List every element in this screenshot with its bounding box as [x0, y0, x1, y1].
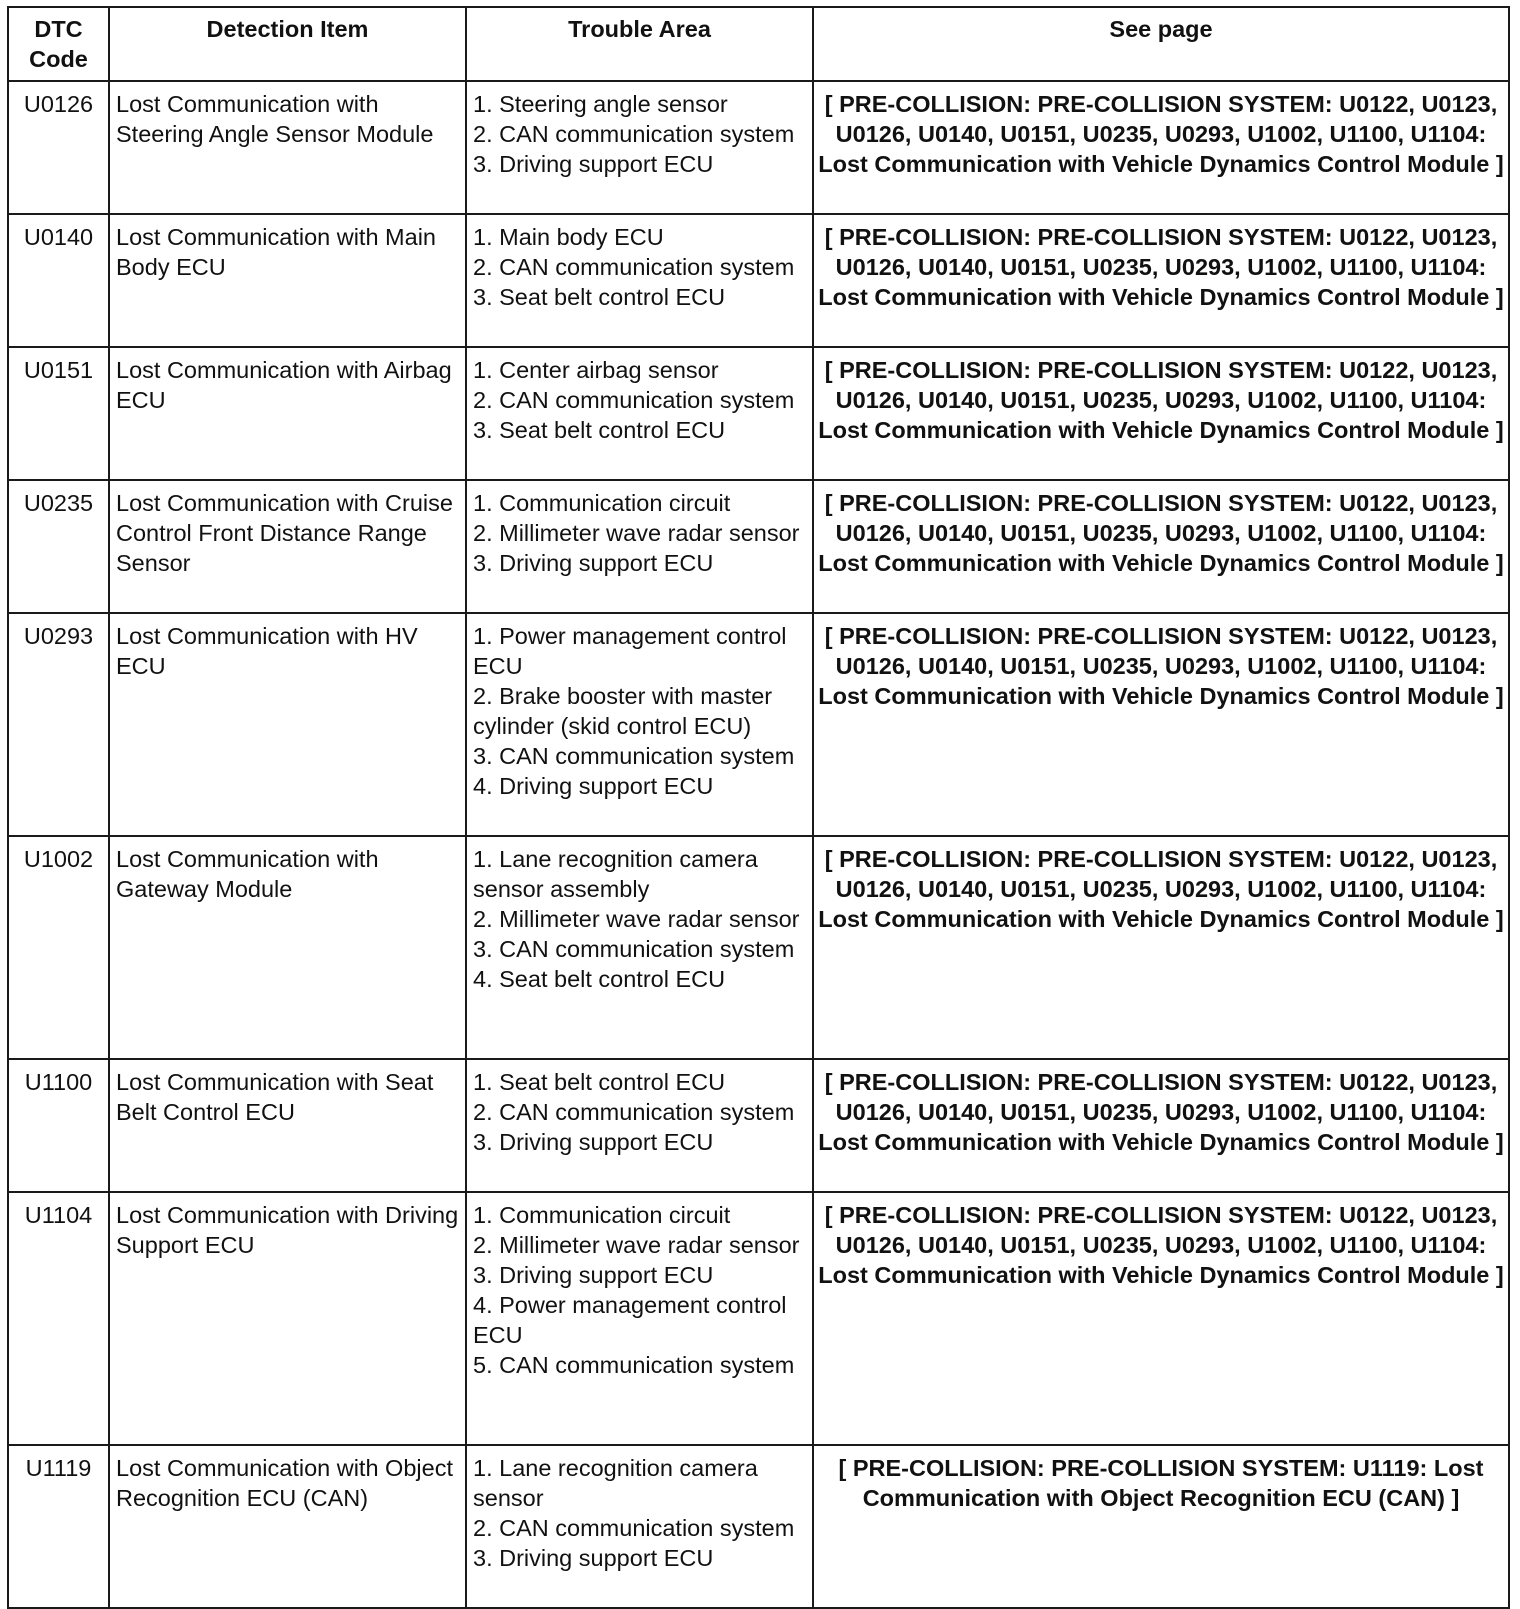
trouble-area-line: 2. Millimeter wave radar sensor — [473, 1232, 800, 1258]
trouble-area-line: 2. Brake booster with master cylinder (skid control ECU) — [473, 683, 773, 739]
dtc-code-cell: U0293 — [8, 613, 109, 836]
header-trouble-area: Trouble Area — [466, 7, 813, 81]
header-dtc-code — [8, 7, 109, 81]
trouble-area-line: 3. Driving support ECU — [473, 151, 714, 177]
trouble-area-line: 1. Power management control ECU — [473, 623, 787, 679]
see-page-link[interactable]: [ PRE-COLLISION: PRE-COLLISION SYSTEM: U0122, U0123, U0126, U0140, U0151, U0235, U0293, U1002, U1100, U1104: Lost Communication with Vehicle Dynamics Control Module ] — [813, 613, 1509, 836]
trouble-area-line: 2. CAN communication system — [473, 1515, 795, 1541]
dtc-code-cell: U1002 — [8, 836, 109, 1059]
trouble-area-line: 1. Lane recognition camera sensor assembly — [473, 846, 758, 902]
trouble-area-cell — [466, 81, 813, 214]
dtc-code-cell: U0151 — [8, 347, 109, 480]
table-row — [8, 1059, 1509, 1192]
trouble-area-line: 1. Seat belt control ECU — [473, 1069, 726, 1095]
trouble-area-line: 1. Lane recognition camera sensor — [473, 1455, 758, 1511]
trouble-area-line: 1. Main body ECU — [473, 224, 664, 250]
see-page-link[interactable]: [ PRE-COLLISION: PRE-COLLISION SYSTEM: U0122, U0123, U0126, U0140, U0151, U0235, U0293, U1002, U1100, U1104: Lost Communication with Vehicle Dynamics Control Module ] — [813, 836, 1509, 1059]
trouble-area-line: 1. Communication circuit — [473, 1202, 731, 1228]
detection-item-cell: Lost Communication with HV ECU — [109, 613, 466, 836]
trouble-area-line: 1. Steering angle sensor — [473, 91, 728, 117]
trouble-area-line: 4. Driving support ECU — [473, 773, 714, 799]
dtc-table — [7, 6, 1510, 1609]
detection-item-cell: Lost Communication with Steering Angle Sensor Module — [109, 81, 466, 214]
see-page-link[interactable]: [ PRE-COLLISION: PRE-COLLISION SYSTEM: U0122, U0123, U0126, U0140, U0151, U0235, U0293, U1002, U1100, U1104: Lost Communication with Vehicle Dynamics Control Module ] — [813, 1059, 1509, 1192]
detection-item-cell: Lost Communication with Gateway Module — [109, 836, 466, 1059]
see-page-link[interactable]: [ PRE-COLLISION: PRE-COLLISION SYSTEM: U0122, U0123, U0126, U0140, U0151, U0235, U0293, U1002, U1100, U1104: Lost Communication with Vehicle Dynamics Control Module ] — [813, 1192, 1509, 1445]
trouble-area-line: 2. Millimeter wave radar sensor — [473, 906, 800, 932]
detection-item-cell: Lost Communication with Cruise Control Front Distance Range Sensor — [109, 480, 466, 613]
trouble-area-line: 1. Center airbag sensor — [473, 357, 719, 383]
trouble-area-cell — [466, 613, 813, 836]
detection-item-cell: Lost Communication with Object Recognition ECU (CAN) — [109, 1445, 466, 1608]
trouble-area-line: 3. CAN communication system — [473, 936, 795, 962]
trouble-area-line: 2. CAN communication system — [473, 1099, 795, 1125]
see-page-link[interactable]: [ PRE-COLLISION: PRE-COLLISION SYSTEM: U0122, U0123, U0126, U0140, U0151, U0235, U0293, U1002, U1100, U1104: Lost Communication with Vehicle Dynamics Control Module ] — [813, 81, 1509, 214]
trouble-area-cell — [466, 836, 813, 1059]
header-row — [8, 7, 1509, 81]
trouble-area-line: 3. Driving support ECU — [473, 1262, 714, 1288]
trouble-area-line: 2. CAN communication system — [473, 121, 795, 147]
trouble-area-line: 2. CAN communication system — [473, 387, 795, 413]
header-detection-item: Detection Item — [109, 7, 466, 81]
dtc-code-cell: U1100 — [8, 1059, 109, 1192]
dtc-code-cell: U1104 — [8, 1192, 109, 1445]
table-row — [8, 81, 1509, 214]
dtc-code-cell: U1119 — [8, 1445, 109, 1608]
table-row — [8, 214, 1509, 347]
trouble-area-line: 2. Millimeter wave radar sensor — [473, 520, 800, 546]
table-row — [8, 1445, 1509, 1608]
trouble-area-line: 3. Driving support ECU — [473, 550, 714, 576]
trouble-area-cell — [466, 480, 813, 613]
header-dtc-code-line1: DTC — [34, 16, 83, 42]
trouble-area-cell — [466, 347, 813, 480]
see-page-link[interactable]: [ PRE-COLLISION: PRE-COLLISION SYSTEM: U0122, U0123, U0126, U0140, U0151, U0235, U0293, U1002, U1100, U1104: Lost Communication with Vehicle Dynamics Control Module ] — [813, 214, 1509, 347]
dtc-code-cell: U0140 — [8, 214, 109, 347]
table-row — [8, 347, 1509, 480]
see-page-link[interactable]: [ PRE-COLLISION: PRE-COLLISION SYSTEM: U1119: Lost Communication with Object Recognition ECU (CAN) ] — [813, 1445, 1509, 1608]
detection-item-cell: Lost Communication with Driving Support ECU — [109, 1192, 466, 1445]
trouble-area-cell — [466, 1445, 813, 1608]
table-row — [8, 836, 1509, 1059]
detection-item-cell: Lost Communication with Seat Belt Control ECU — [109, 1059, 466, 1192]
table-row — [8, 1192, 1509, 1445]
dtc-code-cell: U0235 — [8, 480, 109, 613]
table-row — [8, 613, 1509, 836]
header-see-page: See page — [813, 7, 1509, 81]
dtc-code-cell: U0126 — [8, 81, 109, 214]
trouble-area-cell — [466, 214, 813, 347]
trouble-area-line: 3. Driving support ECU — [473, 1545, 714, 1571]
see-page-link[interactable]: [ PRE-COLLISION: PRE-COLLISION SYSTEM: U0122, U0123, U0126, U0140, U0151, U0235, U0293, U1002, U1100, U1104: Lost Communication with Vehicle Dynamics Control Module ] — [813, 347, 1509, 480]
detection-item-cell: Lost Communication with Airbag ECU — [109, 347, 466, 480]
see-page-link[interactable]: [ PRE-COLLISION: PRE-COLLISION SYSTEM: U0122, U0123, U0126, U0140, U0151, U0235, U0293, U1002, U1100, U1104: Lost Communication with Vehicle Dynamics Control Module ] — [813, 480, 1509, 613]
header-dtc-code-line2: Code — [29, 46, 88, 72]
trouble-area-line: 3. CAN communication system — [473, 743, 795, 769]
trouble-area-line: 3. Driving support ECU — [473, 1129, 714, 1155]
trouble-area-cell — [466, 1059, 813, 1192]
trouble-area-line: 3. Seat belt control ECU — [473, 417, 726, 443]
trouble-area-cell — [466, 1192, 813, 1445]
trouble-area-line: 4. Seat belt control ECU — [473, 966, 726, 992]
trouble-area-line: 3. Seat belt control ECU — [473, 284, 726, 310]
trouble-area-line: 1. Communication circuit — [473, 490, 731, 516]
trouble-area-line: 5. CAN communication system — [473, 1352, 795, 1378]
table-row — [8, 480, 1509, 613]
trouble-area-line: 4. Power management control ECU — [473, 1292, 787, 1348]
detection-item-cell: Lost Communication with Main Body ECU — [109, 214, 466, 347]
trouble-area-line: 2. CAN communication system — [473, 254, 795, 280]
